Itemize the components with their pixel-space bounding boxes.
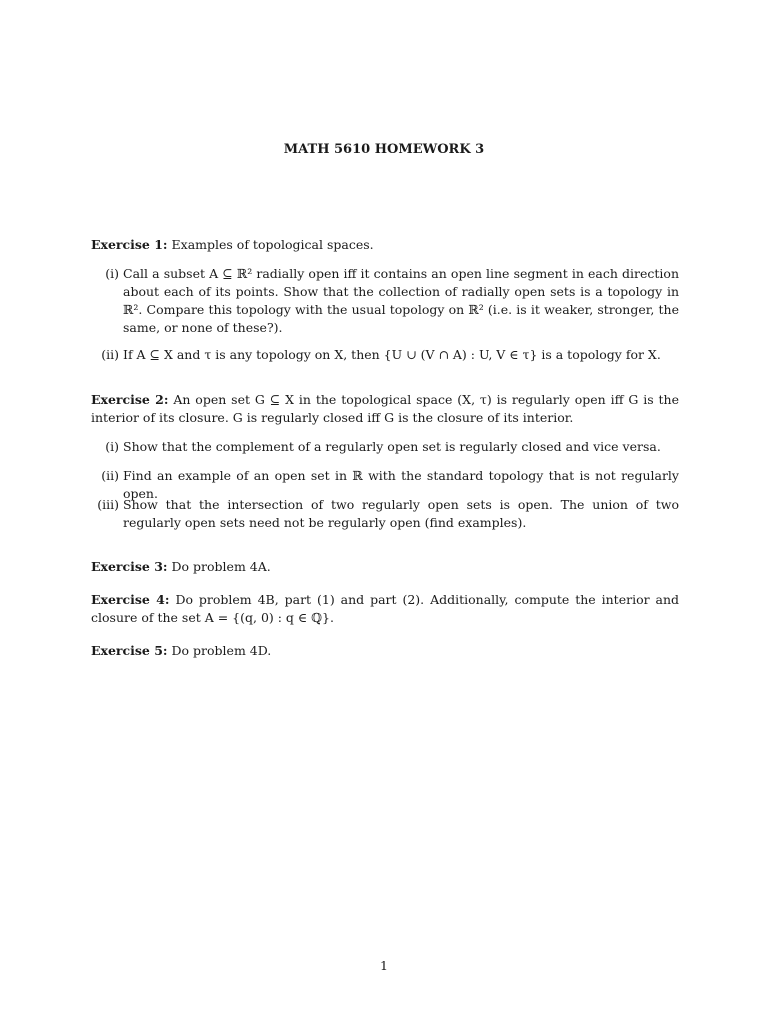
item-text: Find an example of an open set in ℝ with the standard topology that is not regularly open. xyxy=(123,468,679,501)
item-number: (ii) xyxy=(101,468,119,483)
exercise-5 xyxy=(91,642,679,660)
item-text: Show that the intersection of two regularly open sets is open. The union of two regularly open sets need not be regularly open (find examples). xyxy=(123,497,679,530)
exercise-2-item-i xyxy=(91,438,679,456)
item-text: If A ⊆ X and τ is any topology on X, then {U ∪ (V ∩ A) : U, V ∈ τ} is a topology for X. xyxy=(123,347,661,362)
exercise-intro: An open set G ⊆ X in the topological space (X, τ) is regularly open iff G is the interior of its closure. G is regularly closed iff G is the closure of its interior. xyxy=(91,392,679,425)
item-number: (iii) xyxy=(97,497,119,512)
exercise-2-item-iii xyxy=(91,496,679,532)
item-number: (i) xyxy=(105,439,119,454)
item-number: (i) xyxy=(105,266,119,281)
exercise-4 xyxy=(91,591,679,627)
exercise-1-heading xyxy=(91,236,679,254)
exercise-1-item-ii xyxy=(91,346,679,364)
exercise-intro: Do problem 4D. xyxy=(171,643,272,658)
exercise-label: Exercise 3: xyxy=(91,559,168,574)
exercise-label: Exercise 2: xyxy=(91,392,169,407)
item-text: Call a subset A ⊆ ℝ² radially open iff it contains an open line segment in each direction about each of its points. Show that the collection of radially open sets is a topology in ℝ². Compare this topology with the usual topology on ℝ² (i.e. is it weaker, stronger, the same, or none of these?). xyxy=(123,266,679,335)
exercise-label: Exercise 4: xyxy=(91,592,170,607)
exercise-1-item-i xyxy=(91,265,679,337)
exercise-intro: Examples of topological spaces. xyxy=(171,237,374,252)
page-title: MATH 5610 HOMEWORK 3 xyxy=(283,142,485,157)
item-text: Show that the complement of a regularly open set is regularly closed and vice versa. xyxy=(123,439,661,454)
exercise-label: Exercise 5: xyxy=(91,643,168,658)
item-number: (ii) xyxy=(101,347,119,362)
page-number: 1 xyxy=(380,958,388,973)
exercise-label: Exercise 1: xyxy=(91,237,168,252)
exercise-intro: Do problem 4A. xyxy=(171,559,271,574)
exercise-3 xyxy=(91,558,679,576)
exercise-2-heading xyxy=(91,391,679,427)
exercise-intro: Do problem 4B, part (1) and part (2). Additionally, compute the interior and closure of the set A = {(q, 0) : q ∈ ℚ}. xyxy=(91,592,679,625)
